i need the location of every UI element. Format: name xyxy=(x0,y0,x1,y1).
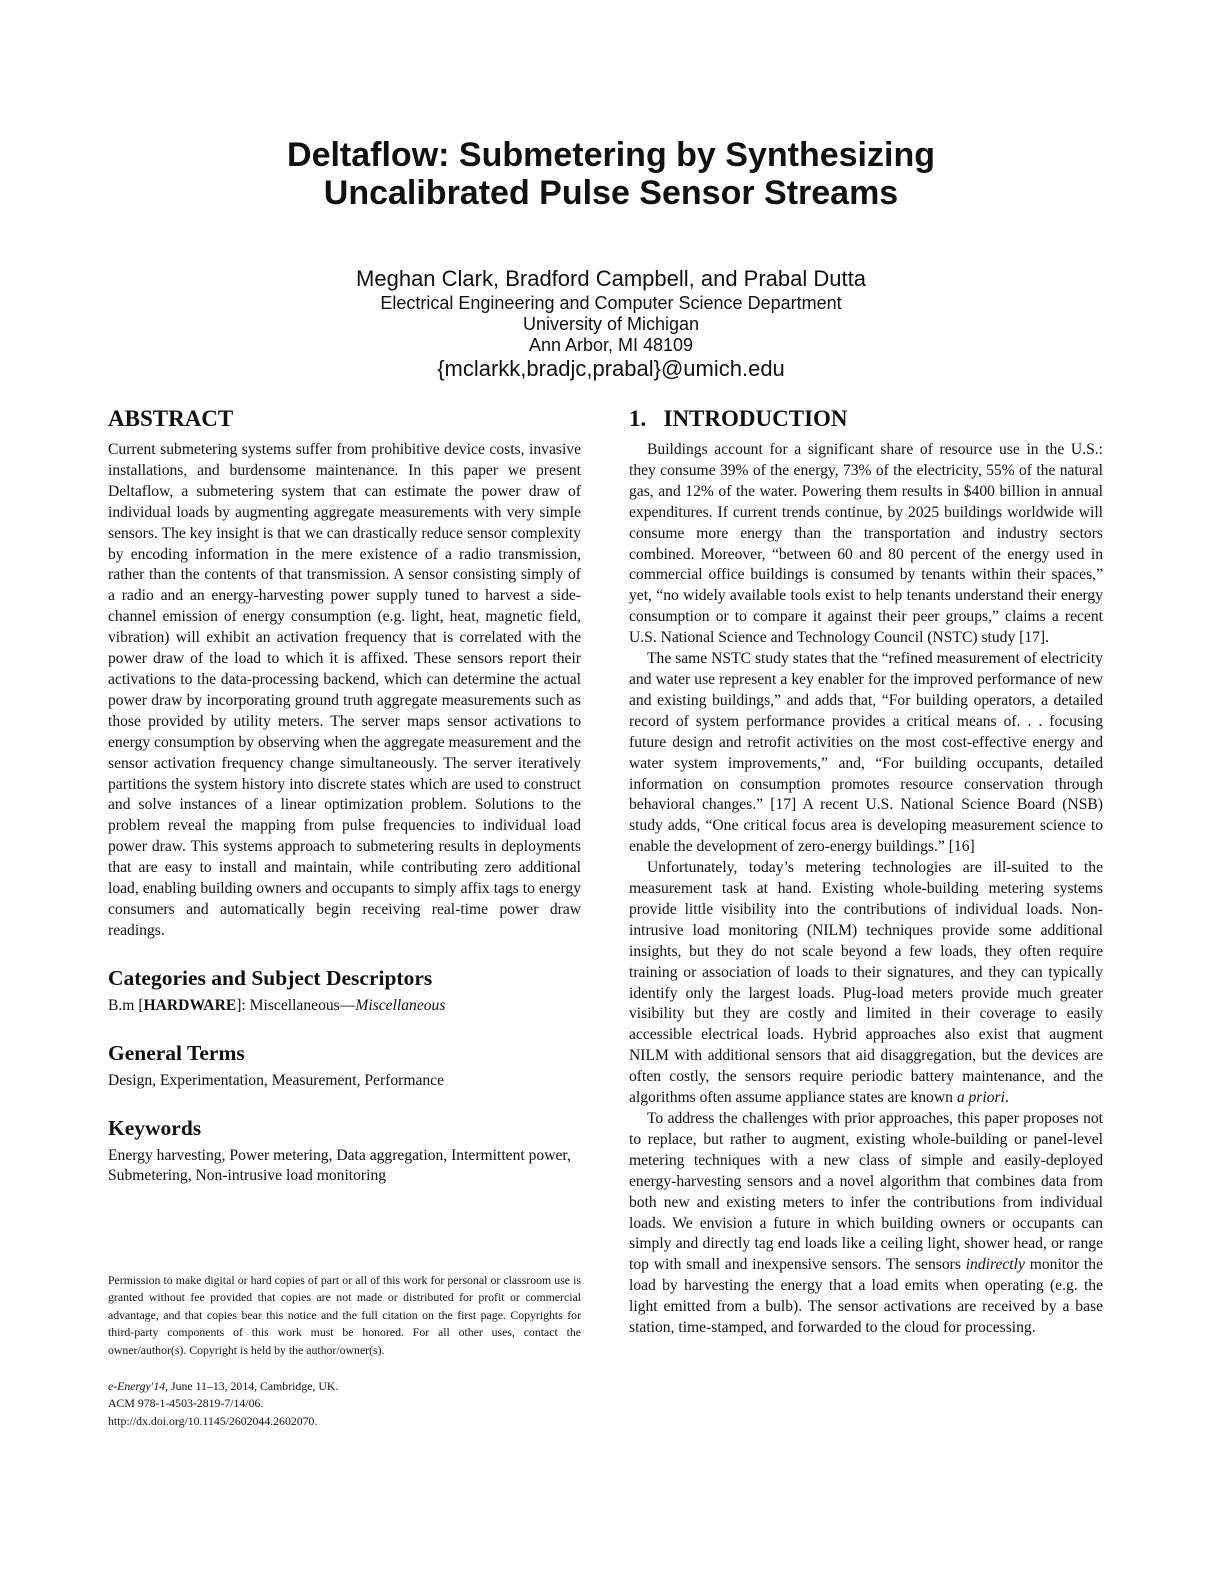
keywords-section xyxy=(108,1114,581,1188)
abstract-text: Current submetering systems suffer from prohibitive device costs, invasive installations, and burdensome maintenance. In this paper we present Deltaflow, a submetering system that can estimate the power draw of individual loads by augmenting aggregate measurements with very simple sensors. The key insight is that we can drastically reduce sensor complexity by encoding information in the mere existence of a radio transmission, rather than the contents of that transmission. A sensor consisting simply of a radio and an energy-harvesting power supply tuned to harvest a side-channel emission of energy consumption (e.g. light, heat, magnetic field, vibration) will exhibit an activation frequency that is correlated with the power draw of the load to which it is affixed. These sensors report their activations to the data-processing backend, which can determine the actual power draw by incorporating ground truth aggregate measurements such as those provided by utility meters. The server maps sensor activations to energy consumption by observing when the aggregate measurement and the sensor activation frequency change simultaneously. The server iteratively partitions the system history into discrete states which are used to construct and solve instances of a linear optimization problem. Solutions to the problem reveal the mapping from pulse frequencies to individual load power draw. This systems approach to submetering results in deployments that are easy to install and maintain, while contributing zero additional load, enabling building owners and occupants to simply affix tags to energy consumers and automatically begin receiving real-time power draw readings. xyxy=(108,441,582,939)
categories-heading: Categories and Subject Descriptors xyxy=(108,965,433,990)
conference-line xyxy=(108,1378,581,1395)
categories-text xyxy=(108,996,581,1017)
intro-paragraph-4 xyxy=(629,1109,1103,1339)
intro-p4-text: To address the challenges with prior approaches, this paper proposes not to replace, but rather to augment, existing whole-building or panel-level metering techniques with a new class of simple and easily-deployed energy-harvesting sensors and a novel algorithm that combines data from both new and existing meters to infer the contributions from individual loads. We envision a future in which building owners or occupants can simply and directly tag end loads like a ceiling light, shower head, or range top with small and inexpensive sensors. The sensors xyxy=(629,1110,1103,1274)
intro-p4-end: monitor the load by harvesting the energy that a load emits when operating (e.g. the light emitted from a bulb). The sensor activations are received by a base station, time-stamped, and forwarded to the cloud for processing. xyxy=(629,1256,1103,1337)
category-code: B.m [ xyxy=(108,996,144,1014)
intro-paragraph-1: Buildings account for a significant share of resource use in the U.S.: they consume 39% of the energy, 73% of the electricity, 55% of the natural gas, and 12% of the water. Powering them results in $400 billion in annual expenditures. If current trends continue, by 2025 buildings worldwide will consume more energy than the transportation and industry sectors combined. Moreover, “between 60 and 80 percent of the energy used in commercial office buildings is consumed by tenants within their spaces,” yet, “no widely available tools exist to help tenants understand their energy consumption or to compare it against their peer groups,” claims a recent U.S. National Science and Technology Council (NSTC) study [17]. xyxy=(629,441,1103,647)
introduction-section xyxy=(629,404,1103,1339)
intro-p3-end: . xyxy=(1004,1089,1009,1107)
left-column xyxy=(108,404,581,1187)
abstract-section xyxy=(108,404,581,942)
author-block xyxy=(260,265,962,382)
permission-notice: Permission to make digital or hard copies of part or all of this work for personal or classroom use is granted without fee provided that copies are not made or distributed for profit or commercial advantage, and that copies bear this notice and the full citation on the first page. Copyrights for third-party components of this work must be honored. For all other uses, contact the owner/author(s). Copyright is held by the author/owner(s). xyxy=(108,1273,581,1357)
author-names: Meghan Clark, Bradford Campbell, and Prabal Dutta xyxy=(356,266,866,291)
paper-title xyxy=(160,136,1062,212)
category-name: HARDWARE xyxy=(143,996,237,1014)
introduction-heading: 1. INTRODUCTION xyxy=(629,406,848,431)
author-emails: {mclarkk,bradjc,prabal}@umich.edu xyxy=(437,356,785,381)
intro-p4-italic: indirectly xyxy=(965,1256,1025,1274)
title-line-2: Uncalibrated Pulse Sensor Streams xyxy=(323,174,899,212)
title-line-1: Deltaflow: Submetering by Synthesizing xyxy=(287,136,935,174)
intro-paragraph-2: The same NSTC study states that the “refined measurement of electricity and water use represent a key enabler for the improved performance of new and existing buildings,” and adds that, “For building operators, a detailed record of system performance provides a critical means of. . . focusing future design and retrofit activities on the most cost-effective energy and water system improvements,” and, “For building occupants, detailed information on consumption promotes resource conservation through behavioral changes.” [17] A recent U.S. National Science Board (NSB) study adds, “One critical focus area is developing measurement science to enable the development of zero-energy buildings.” [16] xyxy=(629,650,1103,856)
right-column xyxy=(629,404,1103,1339)
intro-p3-text: Unfortunately, today’s metering technologies are ill-suited to the measurement task at hand. Existing whole-building metering systems provide little visibility into the contributions of individual loads. Non-intrusive load monitoring (NILM) techniques provide some additional insights, but they do not scale beyond a few loads, they often require training or association of loads to their signatures, and they can typically identify only the largest loads. Plug-load meters provide much greater visibility but they are costly and limited in their coverage to easily accessible electrical loads. Hybrid approaches also exist that augment NILM with additional sensors that aid disaggregation, but the devices are often costly, the sensors require periodic battery maintenance, and the algorithms often assume appliance states are known xyxy=(629,859,1103,1107)
general-terms-section xyxy=(108,1039,581,1092)
general-terms-text: Design, Experimentation, Measurement, Performance xyxy=(108,1071,445,1089)
keywords-heading: Keywords xyxy=(108,1115,202,1140)
conference-name: e-Energy'14, xyxy=(108,1379,169,1393)
conference-details: June 11–13, 2014, Cambridge, UK. xyxy=(168,1379,339,1393)
address: Ann Arbor, MI 48109 xyxy=(528,335,694,355)
category-middle: ]: Miscellaneous— xyxy=(236,996,356,1014)
publication-info xyxy=(108,1378,581,1430)
intro-p3-italic: a priori xyxy=(956,1089,1005,1107)
category-subcategory: Miscellaneous xyxy=(355,996,446,1014)
categories-section xyxy=(108,964,581,1017)
department: Electrical Engineering and Computer Science Department xyxy=(380,293,842,313)
intro-paragraph-3 xyxy=(629,858,1103,1109)
doi-line: http://dx.doi.org/10.1145/2602044.2602070. xyxy=(108,1413,318,1428)
acm-line: ACM 978-1-4503-2819-7/14/06. xyxy=(108,1396,264,1411)
keywords-text: Energy harvesting, Power metering, Data aggregation, Intermittent power, Submetering, Non-intrusive load monitoring xyxy=(108,1146,571,1185)
university: University of Michigan xyxy=(522,314,700,334)
abstract-heading: ABSTRACT xyxy=(108,406,234,431)
general-terms-heading: General Terms xyxy=(108,1040,245,1065)
